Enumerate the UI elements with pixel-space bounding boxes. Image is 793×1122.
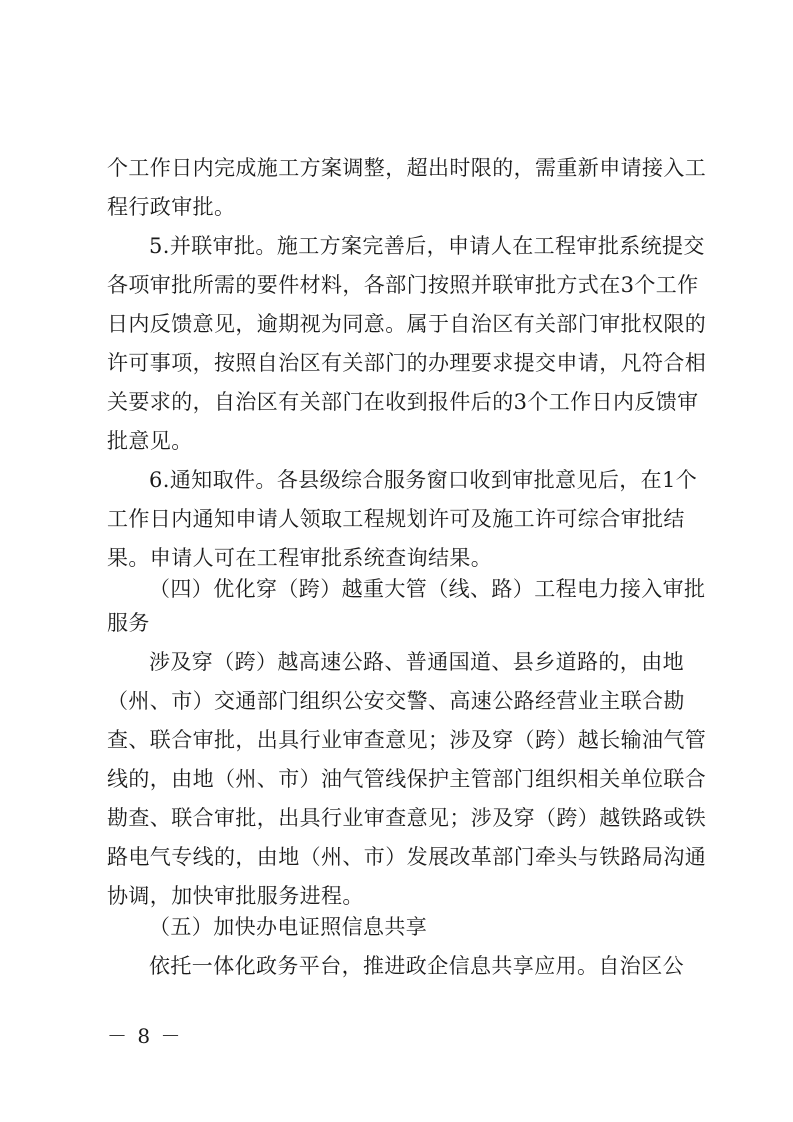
text-line: 个工作日内完成施工方案调整，超出时限的，需重新申请接入工	[107, 156, 707, 180]
section-heading: （五）加快办电证照信息共享	[149, 915, 428, 939]
section-heading: （四）优化穿（跨）越重大管（线、路）工程电力接入审批	[149, 577, 706, 601]
text-line: 路电气专线的，由地（州、市）发展改革部门牵头与铁路局沟通	[107, 845, 707, 869]
text-line: 工作日内通知申请人领取工程规划许可及施工许可综合审批结	[107, 507, 685, 531]
text-line: 批意见。	[107, 429, 193, 453]
text-line: 查、联合审批，出具行业审查意见；涉及穿（跨）越长输油气管	[107, 728, 707, 752]
text-line: 果。申请人可在工程审批系统查询结果。	[107, 546, 493, 570]
text-line: 依托一体化政务平台，推进政企信息共享应用。自治区公	[149, 954, 684, 978]
page-number: － 8 －	[107, 1024, 183, 1048]
text-line: 日内反馈意见，逾期视为同意。属于自治区有关部门审批权限的	[107, 312, 707, 336]
text-line: 涉及穿（跨）越高速公路、普通国道、县乡道路的，由地	[149, 650, 684, 674]
text-line: 程行政审批。	[107, 195, 236, 219]
text-line: 线的，由地（州、市）油气管线保护主管部门组织相关单位联合	[107, 767, 707, 791]
text-line: 6.通知取件。各县级综合服务窗口收到审批意见后，在1个	[149, 468, 698, 492]
text-line: 5.并联审批。施工方案完善后，申请人在工程审批系统提交	[149, 234, 705, 258]
text-line: 关要求的，自治区有关部门在收到报件后的3个工作日内反馈审	[107, 390, 699, 414]
text-line: 勘查、联合审批，出具行业审查意见；涉及穿（跨）越铁路或铁	[107, 806, 707, 830]
text-line: 各项审批所需的要件材料，各部门按照并联审批方式在3个工作	[107, 273, 699, 297]
section-heading: 服务	[107, 611, 150, 635]
text-line: （州、市）交通部门组织公安交警、高速公路经营业主联合勘	[107, 689, 685, 713]
text-line: 协调，加快审批服务进程。	[107, 884, 364, 908]
text-line: 许可事项，按照自治区有关部门的办理要求提交申请，凡符合相	[107, 351, 707, 375]
